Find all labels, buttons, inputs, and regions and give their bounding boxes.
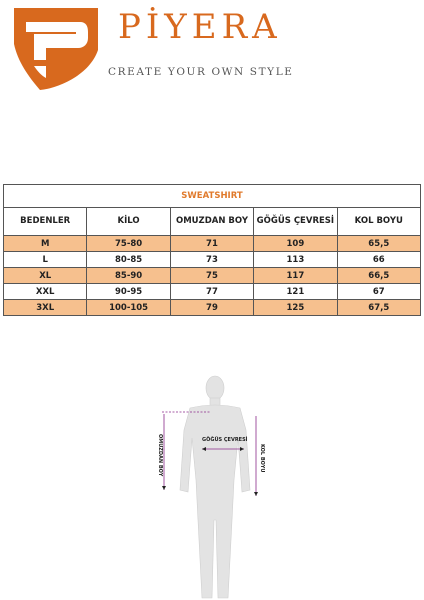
cell-omuzdan-boy: 71 <box>170 236 253 252</box>
size-chart <box>3 184 421 316</box>
header-bedenler: BEDENLER <box>4 208 87 236</box>
cell-kilo: 100-105 <box>87 300 170 316</box>
header-kilo: KİLO <box>87 208 170 236</box>
cell-gogus: 113 <box>254 252 337 268</box>
cell-gogus: 125 <box>254 300 337 316</box>
brand-name: PİYERA <box>118 7 282 47</box>
cell-kol-boyu: 65,5 <box>337 236 420 252</box>
cell-kol-boyu: 67,5 <box>337 300 420 316</box>
cell-omuzdan-boy: 79 <box>170 300 253 316</box>
cell-gogus: 121 <box>254 284 337 300</box>
label-gogus-cevresi: GÖĞÜS ÇEVRESİ <box>202 437 248 443</box>
header-gogus-cevresi: GÖĞÜS ÇEVRESİ <box>254 208 337 236</box>
cell-omuzdan-boy: 73 <box>170 252 253 268</box>
cell-gogus: 109 <box>254 236 337 252</box>
cell-omuzdan-boy: 77 <box>170 284 253 300</box>
cell-kilo: 85-90 <box>87 268 170 284</box>
table-header-row <box>4 208 421 236</box>
cell-gogus: 117 <box>254 268 337 284</box>
cell-size: L <box>4 252 87 268</box>
table-row <box>4 252 421 268</box>
header-kol-boyu: KOL BOYU <box>337 208 420 236</box>
body-measurement-figure <box>150 370 280 600</box>
table-row <box>4 284 421 300</box>
table-title: SWEATSHIRT <box>4 185 421 208</box>
cell-size: XL <box>4 268 87 284</box>
cell-kilo: 90-95 <box>87 284 170 300</box>
header-omuzdan-boy: OMUZDAN BOY <box>170 208 253 236</box>
cell-kilo: 75-80 <box>87 236 170 252</box>
cell-size: XXL <box>4 284 87 300</box>
table-row <box>4 268 421 284</box>
cell-kilo: 80-85 <box>87 252 170 268</box>
table-row <box>4 300 421 316</box>
cell-kol-boyu: 66 <box>337 252 420 268</box>
piyera-logo-icon <box>10 4 102 92</box>
cell-size: 3XL <box>4 300 87 316</box>
label-kol-boyu: KOL BOYU <box>259 444 265 473</box>
cell-omuzdan-boy: 75 <box>170 268 253 284</box>
size-table <box>3 184 421 316</box>
cell-kol-boyu: 67 <box>337 284 420 300</box>
brand-tagline: CREATE YOUR OWN STYLE <box>108 66 294 78</box>
label-omuzdan-boy: OMUZDAN BOY <box>157 434 163 477</box>
table-title-row <box>4 185 421 208</box>
cell-size: M <box>4 236 87 252</box>
cell-kol-boyu: 66,5 <box>337 268 420 284</box>
table-row <box>4 236 421 252</box>
